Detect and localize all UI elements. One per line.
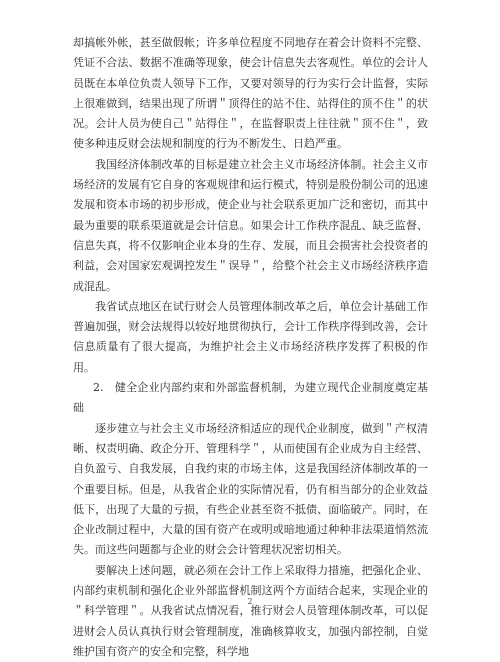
- paragraph-reform-goal: 我国经济体制改革的目标是建立社会主义市场经济体制。社会主义市场经济的发展有它自身的客观规律和运行模式，特别是股份制公司的迅速发展和资本市场的初步形成，使企业与社会联系更加广泛和密切，而其中最为重要的联系渠道就是会计信息。如果会计工作秩序混乱、缺乏监督、信息失真，将不仅影响企业本身的生存、发展，而且会损害社会投资者的利益，会对国家宏观调控发生＂误导＂，给整个社会主义市场经济秩序造成混乱。: [73, 157, 428, 293]
- page-number: 2: [247, 597, 253, 606]
- paragraph-solution: 要解决上述问题，就必须在会计工作上采取得力措施，把强化企业、内部约束机制和强化企业外部监督机制这两个方面结合起来，实现企业的＂科学管理＂。从我省试点情况看，推行财会人员管理体制改革，可以促进财会人员认真执行财会管理制度，准确核算收支，加强内部控制，自觉维护国有资产的安全和完整，科学地: [73, 563, 428, 658]
- section-heading-2: 2. 健全企业内部约束和外部监督机制，为建立现代企业制度奠定基础: [73, 381, 428, 415]
- paragraph-pilot-results: 我省试点地区在试行财会人员管理体制改革之后，单位会计基础工作普遍加强，财会法规得以较好地贯彻执行，会计工作秩序得到改善，会计信息质量有了很大提高，为维护社会主义市场经济秩序发挥了积极的作用。: [73, 299, 428, 374]
- paragraph-continuation: 却搞帐外帐，甚至做假帐；许多单位程度不同地存在着会计资料不完整、凭证不合法、数据不准确等现象，使会计信息失去客观性。单位的会计人员既在本单位负责人领导下工作，又要对领导的行为实行会计监督，实际上很难做到，结果出现了所谓＂顶得住的站不住、站得住的顶不住＂的状况。会计人员为使自己＂站得住＂，在监督职责上往往就＂顶不住＂，致使多种违反财会法规和制度的行为不断发生、日趋严重。: [73, 36, 428, 151]
- paragraph-modern-enterprise: 逐步建立与社会主义市场经济相适应的现代企业制度，做到＂产权清晰、权责明确、政企分开、管理科学＂，从而使国有企业成为自主经营、自负盈亏、自我发展，自我约束的市场主体，这是我国经济体制改革的一个重要目标。但是，从我省企业的实际情况看，仍有相当部分的企业效益低下，出现了大量的亏损，有些企业甚至资不抵债、面临破产。同时，在企业改制过程中，大量的国有资产在或明或暗地通过种种非法渠道悄然流失。而这些问题都与企业的财会会计管理状况密切相关。: [73, 421, 428, 557]
